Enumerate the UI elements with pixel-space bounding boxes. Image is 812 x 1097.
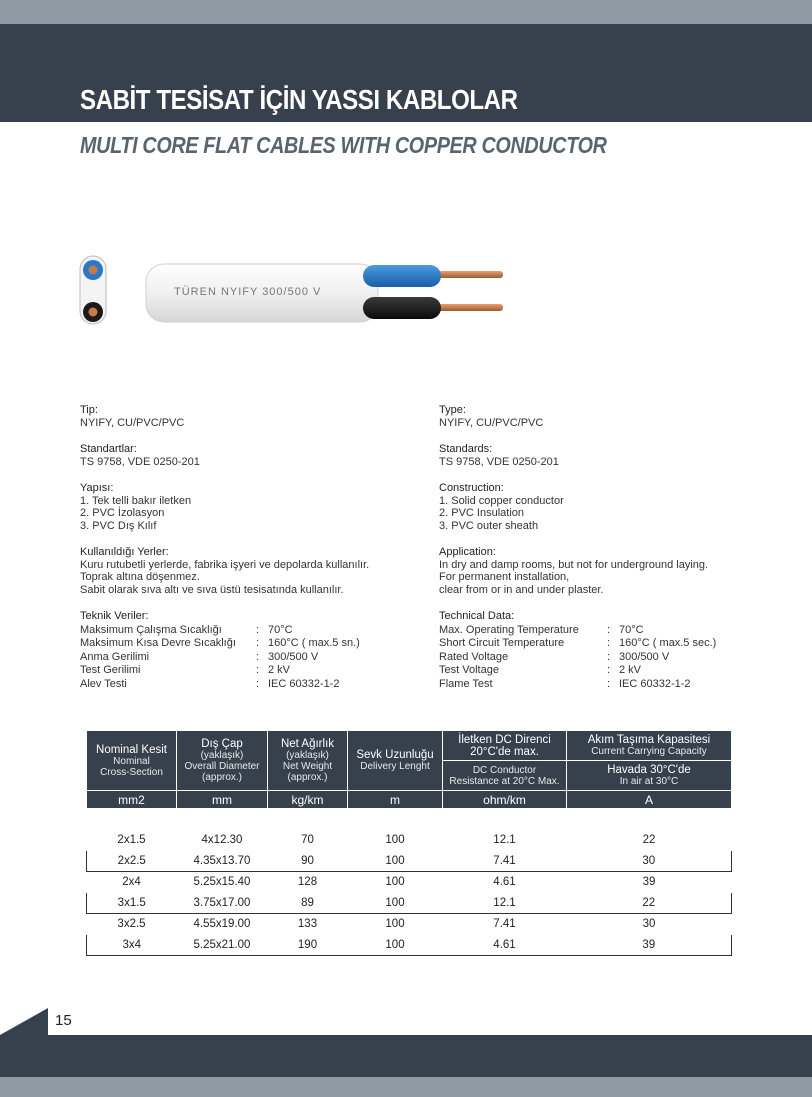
construction-label: Yapısı: [80,482,114,494]
spec-type-tr [80,404,184,429]
page-number: 15 [55,1012,72,1029]
tech-row: Max. Operating Temperature : 70°C [439,623,644,636]
spec-type-en [439,404,543,429]
tech-row: Maksimum Kısa Devre Sıcaklığı : 160°C ( max.5 sn.) [80,637,360,649]
application-line: Sabit olarak sıva altı ve sıva üstü tesisatında kullanılır. [80,583,344,596]
top-strip [0,0,812,24]
spec-technical-tr [80,610,360,691]
standards-value: TS 9758, VDE 0250-201 [439,455,559,468]
construction-item: 1. Solid copper conductor [439,494,564,507]
tech-row: Flame Test : IEC 60332-1-2 [439,677,691,690]
tech-row: Alev Testi : IEC 60332-1-2 [80,677,340,690]
tech-row: Test Voltage : 2 kV [439,664,642,676]
spec-construction-en [439,482,564,532]
spec-technical-en [439,610,716,691]
construction-item: 1. Tek telli bakır iletken [80,494,192,507]
cable-data-table [86,730,732,956]
col-header-cross-section: Nominal Kesit Nominal Cross-Section [87,731,177,791]
cross-section-icon [80,256,106,324]
cable-illustration [78,250,518,340]
page-subtitle: MULTI CORE FLAT CABLES WITH COPPER CONDUCTOR [80,132,607,158]
standards-label: Standartlar: [80,443,137,455]
type-label: Tip: [80,404,98,416]
col-header-diameter: Dış Çap (yaklaşık) Overall Diameter (approx.) [177,731,268,791]
application-label: Kullanıldığı Yerler: [80,546,169,558]
col-header-capacity: Akım Taşıma Kapasitesi Current Carrying Capacity [567,731,732,761]
table-row: 3x4 5.25x21.00 190 100 4.61 39 [87,935,732,956]
table-row: 3x1.5 3.75x17.00 89 100 12.1 22 [87,893,732,914]
standards-value: TS 9758, VDE 0250-201 [80,455,200,468]
tech-label: Technical Data: [439,610,515,622]
table-row: 2x1.5 4x12.30 70 100 12.1 22 [87,830,732,851]
application-line: Toprak altına döşenmez. [80,571,200,583]
col-subheader-capacity: Havada 30°C'de In air at 30°C [567,761,732,791]
type-value: NYIFY, CU/PVC/PVC [439,416,544,429]
table-row: 2x2.5 4.35x13.70 90 100 7.41 30 [87,851,732,872]
type-value: NYIFY, CU/PVC/PVC [80,416,185,429]
table-row: 3x2.5 4.55x19.00 133 100 7.41 30 [87,914,732,935]
col-subheader-resistance: DC Conductor Resistance at 20°C Max. [443,761,567,791]
tech-row: Test Gerilimi : 2 kV [80,664,291,676]
spec-construction-tr [80,482,191,532]
tech-row: Anma Gerilimi : 300/500 V [80,650,319,663]
application-line: For permanent installation, [439,571,570,583]
standards-label: Standards: [439,443,493,455]
construction-label: Construction: [439,482,504,494]
units-row: mm2 mm kg/km m ohm/km A [87,791,732,809]
page-title: SABİT TESİSAT İÇİN YASSI KABLOLAR [80,84,518,115]
construction-item: 3. PVC Dış Kılıf [80,519,157,532]
tech-row: Short Circuit Temperature : 160°C ( max.5 sec.) [439,637,717,649]
construction-item: 2. PVC İzolasyon [80,507,165,519]
tech-row: Rated Voltage : 300/500 V [439,650,670,663]
application-line: In dry and damp rooms, but not for underground laying. [439,558,709,571]
footer-strip [0,1077,812,1097]
page-number-tab [0,1008,48,1035]
tech-label: Teknik Veriler: [80,610,149,622]
spec-application-en [439,546,708,596]
application-label: Application: [439,546,496,558]
type-label: Type: [439,404,466,416]
col-header-resistance: İletken DC Direnci 20°C'de max. [443,731,567,761]
spec-standards-en [439,443,559,468]
construction-item: 2. PVC Insulation [439,507,524,519]
spec-standards-tr [80,443,200,468]
spec-application-tr [80,546,369,596]
application-line: Kuru rutubetli yerlerde, fabrika işyeri ve depolarda kullanılır. [80,558,370,571]
col-header-weight: Net Ağırlık (yaklaşık) Net Weight (approx.) [268,731,348,791]
application-line: clear from or in and under plaster. [439,583,604,596]
footer-band [0,1035,812,1077]
construction-item: 3. PVC outer sheath [439,519,539,532]
table-row: 2x4 5.25x15.40 128 100 4.61 39 [87,872,732,893]
cable-marking: TÜREN NYIFY 300/500 V [174,286,322,298]
col-header-delivery: Sevk Uzunluğu Delivery Lenght [348,731,443,791]
tech-row: Maksimum Çalışma Sıcaklığı : 70°C [80,623,293,636]
